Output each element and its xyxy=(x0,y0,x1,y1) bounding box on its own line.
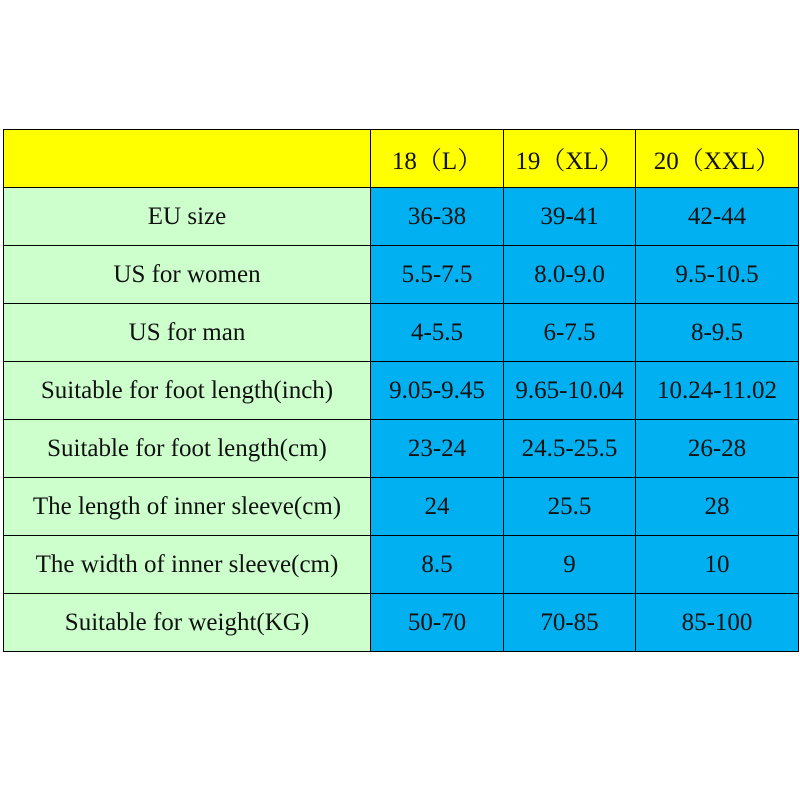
table-cell: 23-24 xyxy=(371,420,504,478)
header-size-xxl: 20（XXL） xyxy=(636,130,799,188)
table-row xyxy=(4,188,799,246)
header-size-l: 18（L） xyxy=(371,130,504,188)
table-cell: 6-7.5 xyxy=(504,304,636,362)
table-cell: 24.5-25.5 xyxy=(504,420,636,478)
table-cell: 25.5 xyxy=(504,478,636,536)
table-cell: 10 xyxy=(636,536,799,594)
table-cell: 9.05-9.45 xyxy=(371,362,504,420)
table-cell: 8.5 xyxy=(371,536,504,594)
table-cell: 5.5-7.5 xyxy=(371,246,504,304)
table-cell: 8-9.5 xyxy=(636,304,799,362)
header-row xyxy=(4,130,799,188)
row-label-us-man: US for man xyxy=(4,304,371,362)
row-label-eu-size: EU size xyxy=(4,188,371,246)
table-row xyxy=(4,594,799,652)
row-label-foot-length-cm: Suitable for foot length(cm) xyxy=(4,420,371,478)
table-cell: 9.5-10.5 xyxy=(636,246,799,304)
table-cell: 10.24-11.02 xyxy=(636,362,799,420)
table-cell: 9.65-10.04 xyxy=(504,362,636,420)
table-row xyxy=(4,420,799,478)
table-cell: 26-28 xyxy=(636,420,799,478)
table-cell: 42-44 xyxy=(636,188,799,246)
row-label-weight: Suitable for weight(KG) xyxy=(4,594,371,652)
table-cell: 9 xyxy=(504,536,636,594)
table-cell: 36-38 xyxy=(371,188,504,246)
table-cell: 70-85 xyxy=(504,594,636,652)
row-label-foot-length-inch: Suitable for foot length(inch) xyxy=(4,362,371,420)
row-label-inner-sleeve-width: The width of inner sleeve(cm) xyxy=(4,536,371,594)
table-row xyxy=(4,362,799,420)
table-row xyxy=(4,246,799,304)
row-label-inner-sleeve-length: The length of inner sleeve(cm) xyxy=(4,478,371,536)
table-cell: 24 xyxy=(371,478,504,536)
table-cell: 39-41 xyxy=(504,188,636,246)
size-chart-table xyxy=(3,129,799,652)
table-cell: 8.0-9.0 xyxy=(504,246,636,304)
table-cell: 4-5.5 xyxy=(371,304,504,362)
table-row xyxy=(4,536,799,594)
table-row xyxy=(4,478,799,536)
table-cell: 50-70 xyxy=(371,594,504,652)
table-row xyxy=(4,304,799,362)
row-label-us-women: US for women xyxy=(4,246,371,304)
table-cell: 28 xyxy=(636,478,799,536)
header-corner xyxy=(4,130,371,188)
table-cell: 85-100 xyxy=(636,594,799,652)
header-size-xl: 19（XL） xyxy=(504,130,636,188)
